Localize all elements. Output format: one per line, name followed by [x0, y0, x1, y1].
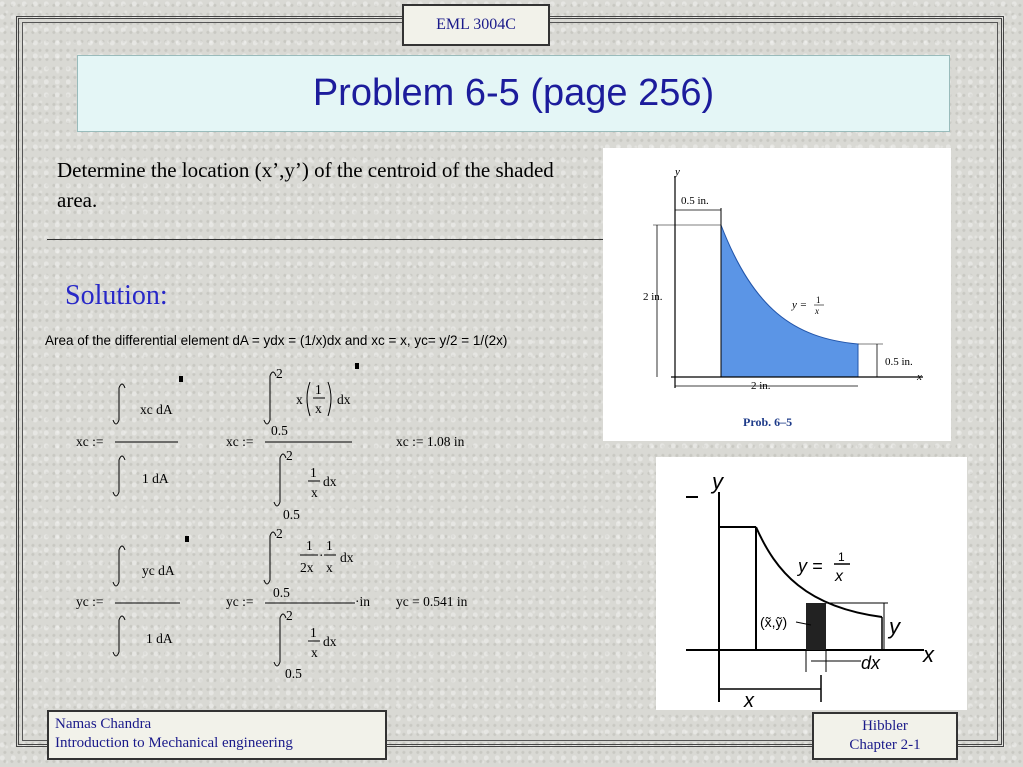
xc-result: xc := 1.08 in — [396, 434, 465, 449]
yc-num-integrand: yc dA — [142, 563, 175, 578]
integral-sign — [264, 372, 276, 424]
xc-label-1: xc := — [76, 434, 104, 449]
centroid-equations — [60, 360, 510, 690]
sketch-curve-prefix: y = — [798, 556, 823, 576]
yc-upper-1: 2 — [276, 526, 283, 541]
footer-chapter-box — [812, 712, 958, 760]
svg-text:·: · — [319, 548, 324, 563]
fig1-bottom-dim: 2 in. — [751, 380, 771, 392]
yc-upper-2: 2 — [286, 608, 293, 623]
xc-frac-x: x — [315, 401, 322, 416]
yc-lower-2: 0.5 — [285, 666, 302, 681]
xc-eval-x: x — [296, 392, 303, 407]
fig1-height-dim: 2 in. — [643, 291, 663, 303]
integral-sign — [264, 532, 276, 584]
title-banner — [77, 55, 950, 132]
course-code: EML 3004C — [436, 16, 516, 33]
sketch-dx-label: dx — [861, 653, 881, 673]
slide-title: Problem 6-5 (page 256) — [312, 72, 715, 114]
xc-num-integrand: xc dA — [140, 402, 173, 417]
fig1-right-dim: 0.5 in. — [885, 356, 913, 368]
yc-dx-1: dx — [340, 550, 354, 565]
fig1-caption: Prob. 6–5 — [743, 415, 793, 429]
yc-dx-2: dx — [323, 634, 337, 649]
problem-statement: Determine the location (x’,y’) of the centroid of the shaded area. — [57, 158, 554, 212]
integral-sign — [113, 456, 125, 496]
xc-den-integrand: 1 dA — [142, 471, 169, 486]
yc-label-1: yc := — [76, 594, 104, 609]
integral-sign — [274, 454, 286, 506]
sketch-x-label: x — [923, 642, 934, 667]
footer-course: Introduction to Mechanical engineering — [55, 735, 293, 751]
xc-label-2: xc := — [226, 434, 254, 449]
integral-sign — [113, 384, 125, 424]
footer-book: Hibbler — [862, 718, 908, 734]
placeholder-marker — [355, 363, 359, 369]
integral-sign — [113, 546, 125, 586]
xc-upper-1: 2 — [276, 366, 283, 381]
integral-sign — [113, 616, 125, 656]
sketch-y-label: y — [712, 469, 723, 494]
xc-upper-2: 2 — [286, 448, 293, 463]
xc-dx-1: dx — [337, 392, 351, 407]
xc-definition — [76, 376, 183, 496]
shaded-area — [721, 225, 858, 377]
fig1-curve-den: x — [815, 306, 819, 316]
xc-evaluated — [226, 363, 465, 522]
yc-frac-x: x — [326, 560, 333, 575]
sketch-point-label: (x̃,ỹ) — [760, 614, 788, 630]
fig1-y-label: y — [675, 166, 680, 178]
yc-frac-one-a: 1 — [306, 538, 313, 553]
footer-author-box — [47, 710, 387, 760]
sketch-x-dim: x — [744, 690, 754, 710]
xc-lower-1: 0.5 — [271, 423, 288, 438]
placeholder-marker — [185, 536, 189, 542]
xc-dx-2: dx — [323, 474, 337, 489]
fig1-x-label: x — [917, 371, 922, 383]
yc-definition — [76, 536, 189, 656]
yc-frac-2x: 2x — [300, 560, 314, 575]
yc-evaluated — [226, 526, 468, 681]
yc-label-2: yc := — [226, 594, 254, 609]
sketch-curve-num: 1 — [838, 550, 845, 564]
fig1-top-dim: 0.5 in. — [681, 195, 709, 207]
xc-lower-2: 0.5 — [283, 507, 300, 522]
xc-frac-one: 1 — [315, 382, 322, 397]
differential-note: Area of the differential element dA = ydx = (1/x)dx and xc = x, yc= y/2 = 1/(2x) — [45, 333, 508, 348]
footer-chapter: Chapter 2-1 — [849, 737, 921, 753]
course-code-badge — [402, 4, 550, 46]
yc-den-integrand: 1 dA — [146, 631, 173, 646]
footer-author: Namas Chandra — [55, 716, 152, 732]
sketch-differential-strip — [806, 603, 826, 650]
sketch-y-dim: y — [889, 614, 900, 639]
xc-den-x: x — [311, 485, 318, 500]
placeholder-marker — [179, 376, 183, 382]
yc-unit: ·in — [355, 594, 370, 609]
sketch-curve-den: x — [835, 568, 843, 585]
solution-heading: Solution: — [65, 280, 168, 311]
xc-den-one: 1 — [310, 465, 317, 480]
yc-den-one: 1 — [310, 625, 317, 640]
fig1-curve-num: 1 — [816, 295, 821, 305]
divider-line — [47, 239, 603, 240]
yc-lower-1: 0.5 — [273, 585, 290, 600]
hand-sketch-figure — [656, 457, 967, 710]
yc-den-x: x — [311, 645, 318, 660]
textbook-figure — [603, 148, 951, 441]
yc-frac-one-b: 1 — [326, 538, 333, 553]
integral-sign — [274, 614, 286, 666]
fig1-curve-prefix: y = — [792, 299, 808, 311]
yc-result: yc = 0.541 in — [396, 594, 468, 609]
